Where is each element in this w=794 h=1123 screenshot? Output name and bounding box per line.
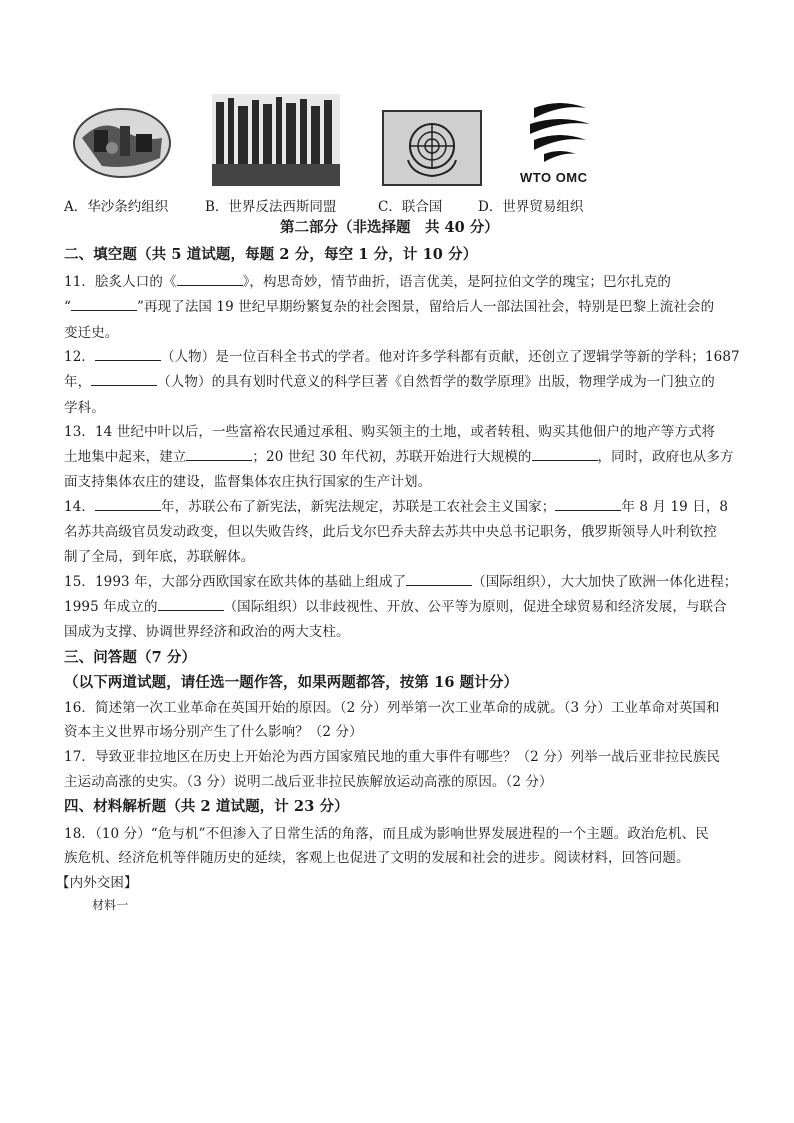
- q14-text: 年 8 月 19 日，8: [621, 499, 729, 515]
- q12-text: （人物）的具有划时代意义的科学巨著《自然哲学的数学原理》出版，物理学成为一门独立的: [157, 374, 715, 390]
- q15-text: （国际组织）以非歧视性、开放、公平等为原则，促进全球贸易和经济发展，与联合: [223, 599, 727, 615]
- material-one-label: 材料一: [92, 898, 129, 912]
- section3-note: （以下两道试题，请任选一题作答，如果两题都答，按第 16 题计分）: [64, 674, 519, 691]
- q15-text: （国际组织），大大加快了欧洲一体化进程；: [472, 574, 738, 590]
- answer-blank[interactable]: [406, 573, 472, 586]
- q13-line2: [64, 445, 734, 465]
- option-b: B．世界反法西斯同盟: [205, 199, 337, 215]
- q11-text: ”再现了法国 19 世纪早期纷繁复杂的社会图景，留给后人一部法国社会，特别是巴黎上流社会的: [137, 299, 715, 315]
- answer-blank[interactable]: [532, 448, 598, 461]
- q18-line1: 18．（10 分）“危与机”不但渗入了日常生活的角落，而且成为影响世界发展进程的一个主题。政治危机、民: [64, 826, 709, 842]
- q18-line2: 族危机、经济危机等伴随历史的延续，客观上也促进了文明的发展和社会的进步。阅读材料，回答问题。: [64, 850, 690, 866]
- q15-line1: [64, 570, 737, 590]
- q16-line2: 资本主义世界市场分别产生了什么影响？（2 分）: [64, 724, 363, 740]
- section3-title: 三、问答题（7 分）: [64, 649, 197, 666]
- option-c: C．联合国: [378, 199, 443, 215]
- q11-line3: 变迁史。: [64, 325, 119, 341]
- q13-text: 土地集中起来，建立: [64, 449, 187, 465]
- q15-text: 15．1993 年，大部分西欧国家在欧共体的基础上组成了: [64, 574, 407, 590]
- answer-blank[interactable]: [91, 373, 157, 386]
- q12-line3: 学科。: [64, 400, 105, 416]
- q14-text: 14．: [64, 499, 95, 515]
- un-flag-image: [382, 110, 482, 186]
- q11-line2: [64, 295, 714, 315]
- answer-blank[interactable]: [158, 598, 224, 611]
- q11-line1: [64, 270, 671, 290]
- q11-text: 11．脍炙人口的《: [64, 274, 177, 290]
- q17-line1: 17．导致亚非拉地区在历史上开始沦为西方国家殖民地的重大事件有哪些？（2 分）列举一战后亚非拉民族民: [64, 749, 721, 765]
- answer-blank[interactable]: [177, 273, 243, 286]
- q13-text: ，同时，政府也从多方: [597, 449, 734, 465]
- answer-blank[interactable]: [555, 498, 621, 511]
- q18-subheading: 【内外交困】: [56, 875, 138, 891]
- q12-text: 年，: [64, 374, 92, 390]
- q16-line1: 16．简述第一次工业革命在英国开始的原因。（2 分）列举第一次工业革命的成就。（3 分）工业革命对英国和: [64, 700, 720, 716]
- q13-line3: 面支持集体农庄的建设，监督集体农庄执行国家的生产计划。: [64, 474, 432, 490]
- q15-line3: 国成为支撑、协调世界经济和政治的两大支柱。: [64, 624, 350, 640]
- q13-text: ；20 世纪 30 年代初，苏联开始进行大规模的: [252, 449, 532, 465]
- q12-line2: [64, 370, 715, 390]
- section2-title: 二、填空题（共 5 道试题，每题 2 分，每空 1 分，计 10 分）: [64, 246, 478, 263]
- answer-blank[interactable]: [71, 298, 137, 311]
- q17-line2: 主运动高涨的史实。（3 分）说明二战后亚非拉民族解放运动高涨的原因。（2 分）: [64, 774, 553, 790]
- q13-line1: 13．14 世纪中叶以后，一些富裕农民通过承租、购买领主的土地，或者转租、购买其他佃户的地产等方式将: [64, 424, 716, 440]
- wto-swoosh-icon: [520, 100, 602, 168]
- answer-blank[interactable]: [186, 448, 252, 461]
- anti-fascist-alliance-photo: [212, 94, 340, 186]
- part2-title: 第二部分（非选择题 共 40 分）: [280, 219, 499, 236]
- option-d: D．世界贸易组织: [478, 199, 584, 215]
- q12-text: 12．: [64, 349, 95, 365]
- option-a: A．华沙条约组织: [64, 199, 169, 215]
- wto-logo-text: WTO OMC: [520, 170, 588, 185]
- q14-line3: 制了全局，到年底，苏联解体。: [64, 549, 255, 565]
- q12-line1: [64, 345, 740, 365]
- q15-text: 1995 年成立的: [64, 599, 158, 615]
- warsaw-pact-photo: [72, 108, 172, 178]
- answer-blank[interactable]: [95, 348, 161, 361]
- wto-logo: [520, 100, 602, 192]
- q11-text: “: [64, 299, 72, 315]
- q14-text: 年，苏联公布了新宪法，新宪法规定，苏联是工农社会主义国家；: [160, 499, 556, 515]
- q11-text: 》，构思奇妙，情节曲折，语言优美，是阿拉伯文学的瑰宝；巴尔扎克的: [242, 274, 672, 290]
- q12-text: （人物）是一位百科全书式的学者。他对许多学科都有贡献，还创立了逻辑学等新的学科；1687: [160, 349, 740, 365]
- q14-line1: [64, 495, 728, 515]
- section4-title: 四、材料解析题（共 2 道试题，计 23 分）: [64, 798, 349, 815]
- q15-line2: [64, 595, 727, 615]
- answer-blank[interactable]: [95, 498, 161, 511]
- q14-line2: 名苏共高级官员发动政变，但以失败告终，此后戈尔巴乔夫辞去苏共中央总书记职务，俄罗斯领导人叶利钦控: [64, 524, 717, 540]
